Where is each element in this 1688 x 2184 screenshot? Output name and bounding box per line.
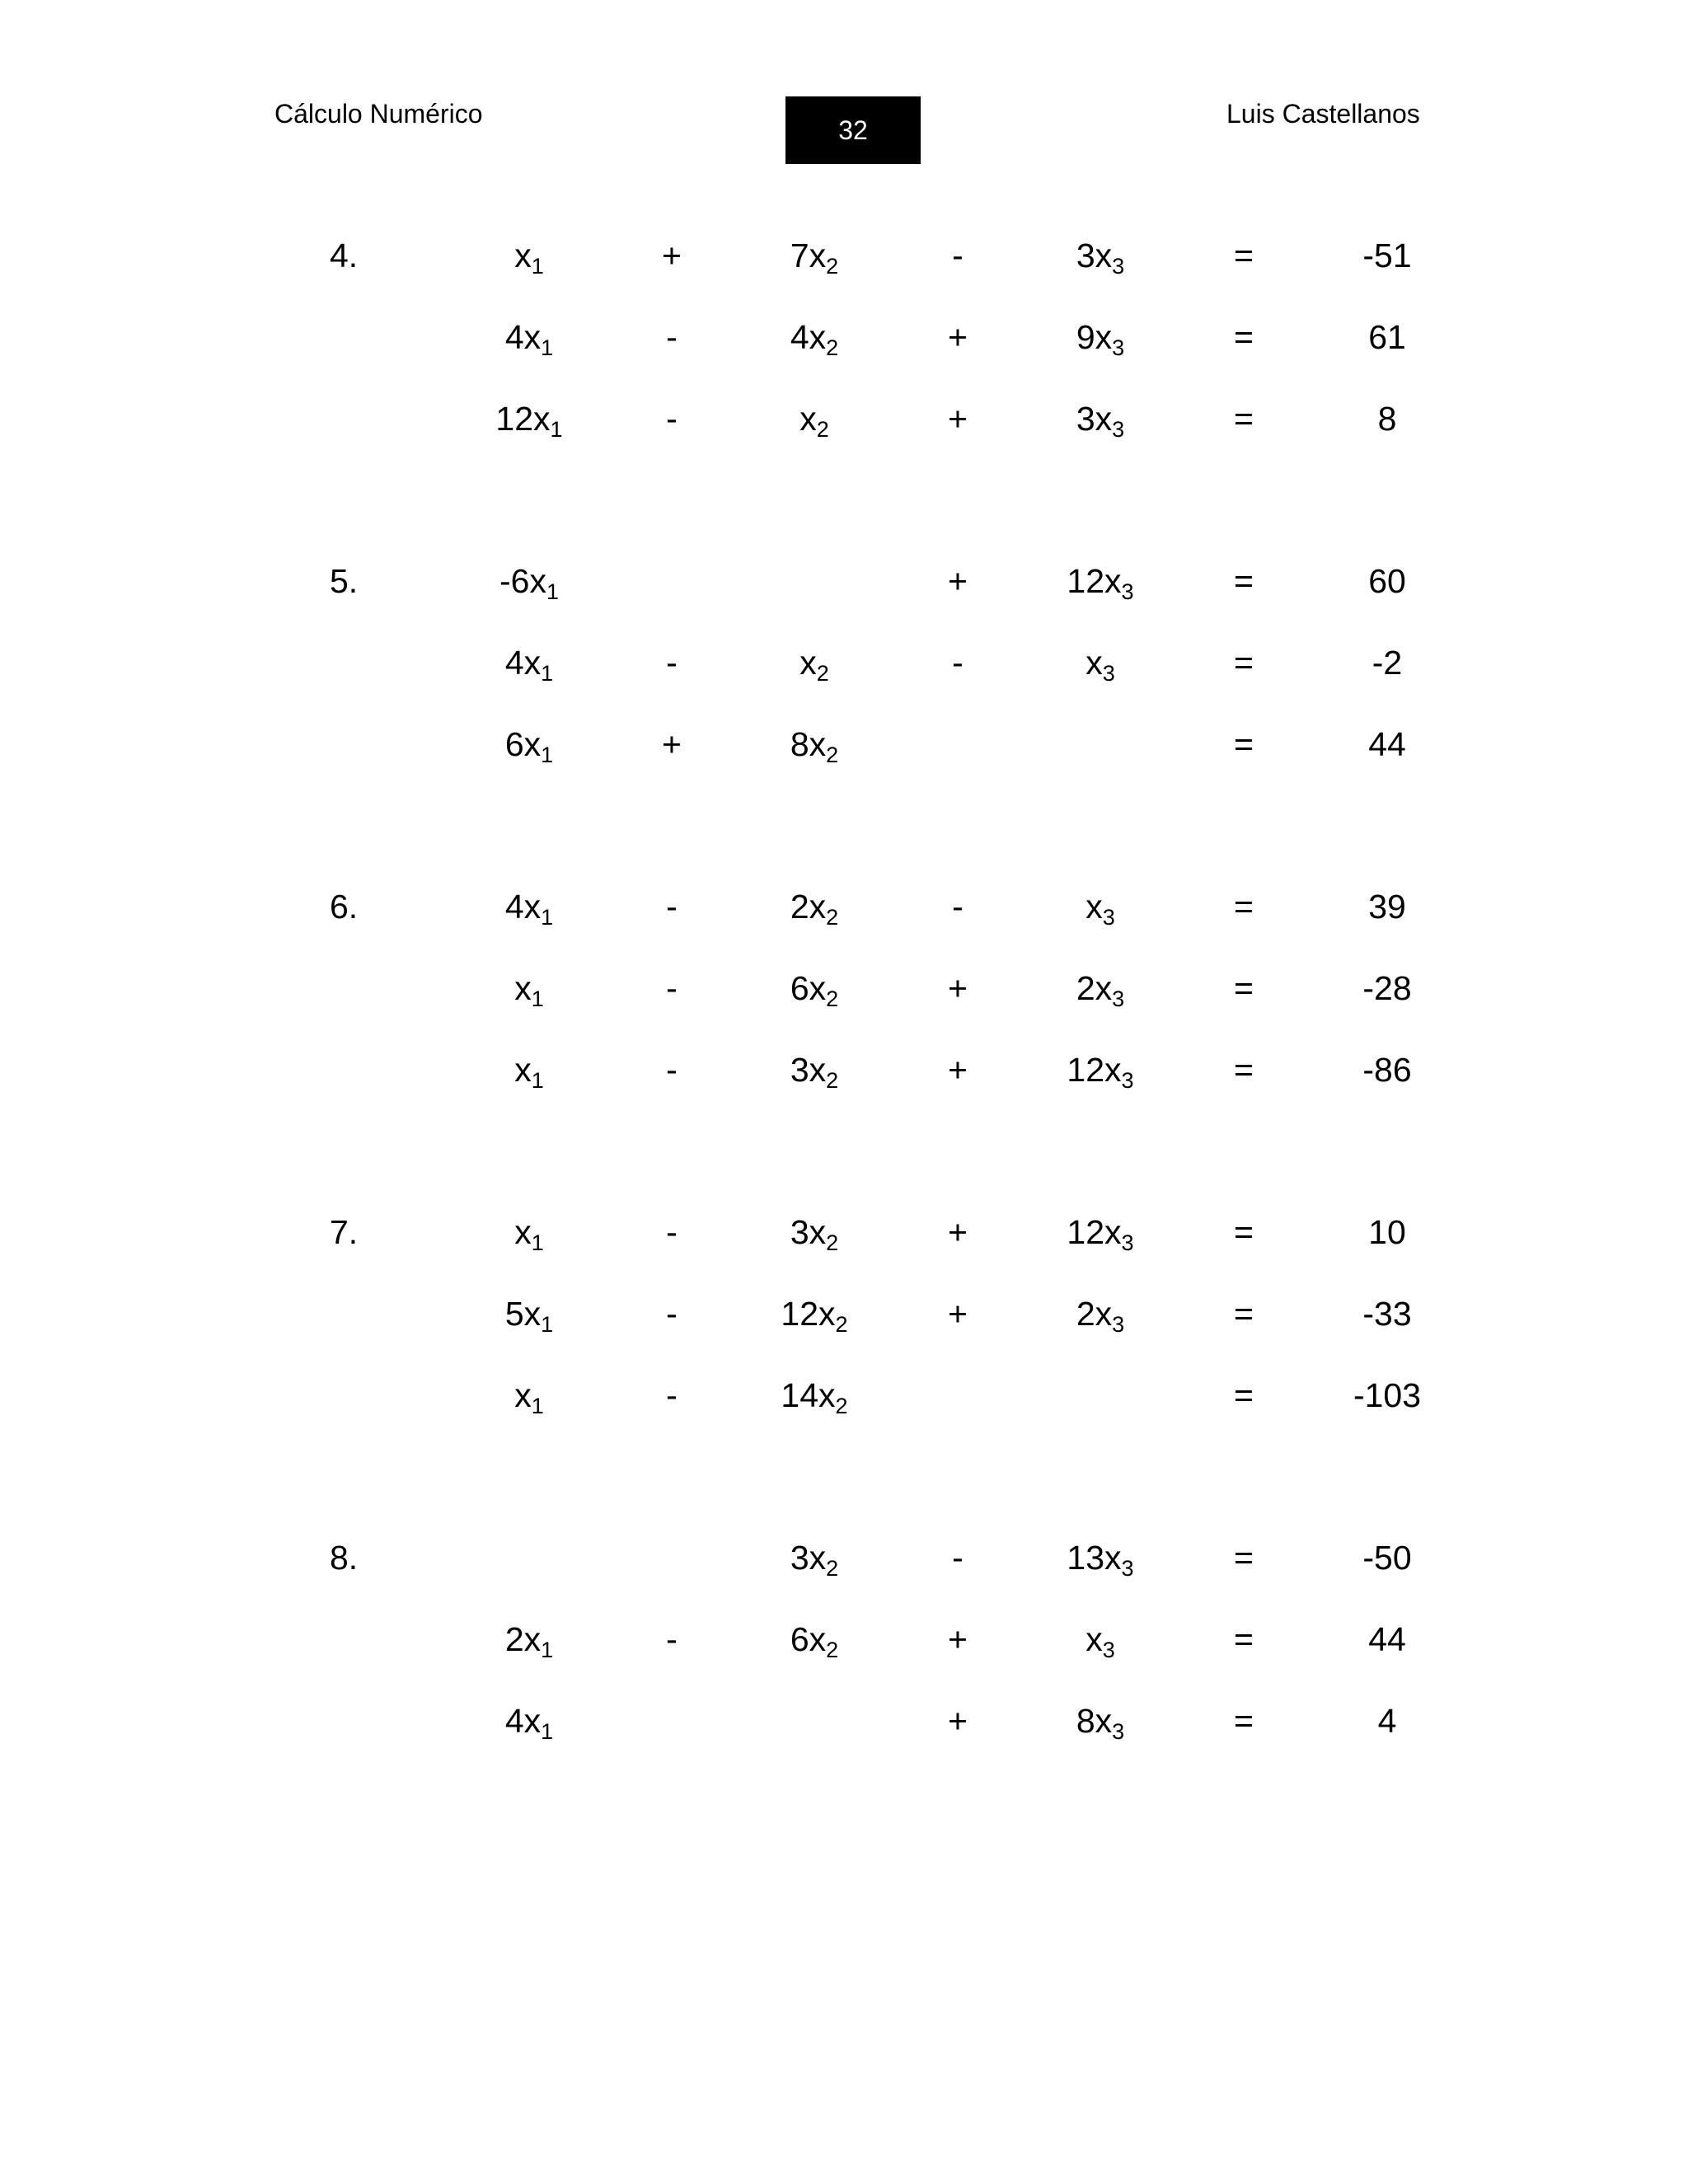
running-header-title: Cálculo Numérico <box>274 99 483 129</box>
operator-2: - <box>952 237 964 274</box>
right-hand-side: 60 <box>1368 562 1406 600</box>
term-x3-base: 13x <box>1067 1539 1122 1577</box>
equation-row <box>0 231 1688 280</box>
term-x2-base: 6x <box>790 1620 827 1658</box>
term-x2-subscript: 2 <box>826 1068 839 1093</box>
right-hand-side: -2 <box>1372 644 1403 682</box>
term-x2 <box>790 1045 838 1094</box>
operator-2: - <box>952 644 964 682</box>
term-x3-subscript: 3 <box>1102 661 1115 686</box>
term-x3-subscript: 3 <box>1112 1719 1125 1744</box>
right-hand-side: -28 <box>1362 969 1412 1007</box>
equation-row <box>0 882 1688 931</box>
operator-1: + <box>662 725 682 763</box>
system-number: 4. <box>330 237 359 274</box>
operator-2: + <box>948 1295 968 1333</box>
operator-1: - <box>666 1051 678 1089</box>
term-x2 <box>781 1371 847 1420</box>
system-number: 8. <box>330 1539 359 1577</box>
operator-2: + <box>948 318 968 356</box>
equals-sign: = <box>1234 644 1254 682</box>
term-x1 <box>505 1696 553 1746</box>
term-x2 <box>790 1615 838 1664</box>
equation-row <box>0 1371 1688 1420</box>
term-x1-base: x <box>514 1051 532 1089</box>
term-x2-subscript: 2 <box>826 1556 839 1581</box>
term-x2 <box>799 638 829 687</box>
operator-1: - <box>666 644 678 682</box>
term-x2 <box>790 231 838 280</box>
term-x3-subscript: 3 <box>1121 1068 1134 1093</box>
term-x2-base: 3x <box>790 1213 827 1251</box>
term-x2-base: x <box>799 400 817 438</box>
term-x2-subscript: 2 <box>835 1394 848 1418</box>
term-x2-base: 12x <box>781 1295 836 1333</box>
term-x2 <box>790 882 838 931</box>
term-x1-subscript: 1 <box>541 743 554 767</box>
equals-sign: = <box>1234 1539 1254 1577</box>
term-x3 <box>1067 556 1133 606</box>
term-x2-subscript: 2 <box>826 335 839 360</box>
term-x2 <box>790 312 838 362</box>
term-x3 <box>1076 1696 1124 1746</box>
equals-sign: = <box>1234 969 1254 1007</box>
equation-row <box>0 394 1688 443</box>
right-hand-side: -33 <box>1362 1295 1412 1333</box>
equals-sign: = <box>1234 1051 1254 1089</box>
term-x3-base: 3x <box>1076 400 1113 438</box>
term-x1-subscript: 1 <box>546 579 559 604</box>
equation-row <box>0 1207 1688 1257</box>
term-x1 <box>514 1045 544 1094</box>
equation-row <box>0 1533 1688 1582</box>
term-x1 <box>505 312 553 362</box>
term-x1-subscript: 1 <box>531 987 544 1011</box>
term-x2-subscript: 2 <box>826 987 839 1011</box>
equals-sign: = <box>1234 725 1254 763</box>
term-x2-subscript: 2 <box>835 1312 848 1337</box>
equals-sign: = <box>1234 1295 1254 1333</box>
term-x1 <box>514 1371 544 1420</box>
term-x1 <box>505 1615 553 1664</box>
term-x1 <box>499 556 559 606</box>
equation-row <box>0 1289 1688 1338</box>
right-hand-side: 8 <box>1377 400 1397 438</box>
term-x1-subscript: 1 <box>541 335 554 360</box>
term-x1 <box>505 719 553 769</box>
term-x3 <box>1067 1533 1133 1582</box>
term-x2-base: 2x <box>790 888 827 926</box>
term-x3-subscript: 3 <box>1112 335 1125 360</box>
equation-row <box>0 638 1688 687</box>
term-x3 <box>1076 312 1124 362</box>
term-x3 <box>1076 963 1124 1013</box>
operator-1: - <box>666 400 678 438</box>
term-x3-base: 9x <box>1076 318 1113 356</box>
equals-sign: = <box>1234 888 1254 926</box>
term-x3-subscript: 3 <box>1121 579 1134 604</box>
equation-row <box>0 1696 1688 1746</box>
operator-1: + <box>662 237 682 274</box>
term-x3-base: x <box>1085 644 1103 682</box>
term-x1-base: 4x <box>504 888 542 926</box>
term-x2 <box>790 1207 838 1257</box>
term-x2-base: x <box>799 644 817 682</box>
page-number-box <box>785 96 921 164</box>
term-x3-base: 8x <box>1076 1702 1113 1740</box>
system-number: 7. <box>330 1213 359 1251</box>
term-x3-base: 12x <box>1067 1213 1122 1251</box>
term-x2-subscript: 2 <box>816 661 829 686</box>
term-x2-base: 7x <box>790 237 827 274</box>
operator-1: - <box>666 1376 678 1414</box>
right-hand-side: -51 <box>1362 237 1412 274</box>
page-number: 32 <box>838 115 868 145</box>
term-x1 <box>514 231 544 280</box>
system-number: 5. <box>330 562 359 600</box>
term-x1 <box>514 1207 544 1257</box>
term-x1 <box>505 638 553 687</box>
equals-sign: = <box>1234 562 1254 600</box>
right-hand-side: 44 <box>1368 725 1406 763</box>
term-x2 <box>790 963 838 1013</box>
term-x2-base: 8x <box>790 725 827 763</box>
term-x3 <box>1085 1615 1115 1664</box>
term-x1-base: 5x <box>504 1295 542 1333</box>
term-x2 <box>781 1289 847 1338</box>
equals-sign: = <box>1234 1376 1254 1414</box>
operator-2: + <box>948 1213 968 1251</box>
operator-2: + <box>948 1620 968 1658</box>
equals-sign: = <box>1234 318 1254 356</box>
equals-sign: = <box>1234 400 1254 438</box>
term-x1-base: 2x <box>504 1620 542 1658</box>
equals-sign: = <box>1234 237 1254 274</box>
term-x1-base: x <box>514 237 532 274</box>
term-x1-base: x <box>514 1376 532 1414</box>
term-x1-base: x <box>514 969 532 1007</box>
term-x2 <box>790 1533 838 1582</box>
term-x3-subscript: 3 <box>1112 987 1125 1011</box>
equation-row <box>0 556 1688 606</box>
term-x1-base: 4x <box>504 644 542 682</box>
term-x1-base: 4x <box>504 318 542 356</box>
operator-2: + <box>948 1702 968 1740</box>
operator-2: - <box>952 888 964 926</box>
term-x2-base: 6x <box>790 969 827 1007</box>
term-x1 <box>514 963 544 1013</box>
term-x3-base: 2x <box>1076 1295 1113 1333</box>
right-hand-side: 4 <box>1377 1702 1397 1740</box>
right-hand-side: 44 <box>1368 1620 1406 1658</box>
term-x1-base: 12x <box>495 400 551 438</box>
term-x3-subscript: 3 <box>1112 254 1125 279</box>
term-x3-base: x <box>1085 1620 1103 1658</box>
term-x2-subscript: 2 <box>826 905 839 930</box>
term-x1-subscript: 1 <box>531 1068 544 1093</box>
term-x1-subscript: 1 <box>541 1638 554 1662</box>
operator-1: - <box>666 1620 678 1658</box>
term-x1-subscript: 1 <box>531 1230 544 1255</box>
term-x2-subscript: 2 <box>826 1638 839 1662</box>
term-x1-base: x <box>514 1213 532 1251</box>
term-x1 <box>505 882 553 931</box>
term-x1-base: 4x <box>504 1702 542 1740</box>
operator-2: + <box>948 1051 968 1089</box>
term-x1-subscript: 1 <box>541 1312 554 1337</box>
equals-sign: = <box>1234 1620 1254 1658</box>
term-x2-subscript: 2 <box>826 743 839 767</box>
term-x3 <box>1085 638 1115 687</box>
term-x3-subscript: 3 <box>1102 1638 1115 1662</box>
right-hand-side: -50 <box>1362 1539 1412 1577</box>
operator-1: - <box>666 1213 678 1251</box>
operator-1: - <box>666 969 678 1007</box>
term-x1-subscript: 1 <box>541 1719 554 1744</box>
term-x3 <box>1067 1045 1133 1094</box>
term-x3 <box>1076 231 1124 280</box>
term-x3-base: 12x <box>1067 562 1122 600</box>
equals-sign: = <box>1234 1213 1254 1251</box>
right-hand-side: 39 <box>1368 888 1406 926</box>
right-hand-side: -103 <box>1353 1376 1422 1414</box>
term-x1-subscript: 1 <box>541 661 554 686</box>
term-x2-base: 3x <box>790 1051 827 1089</box>
system-number: 6. <box>330 888 359 926</box>
term-x1-subscript: 1 <box>541 905 554 930</box>
term-x3 <box>1085 882 1115 931</box>
term-x3 <box>1067 1207 1133 1257</box>
term-x1-base: -6x <box>499 562 546 600</box>
term-x3 <box>1076 394 1124 443</box>
operator-1: - <box>666 888 678 926</box>
term-x3-subscript: 3 <box>1121 1556 1134 1581</box>
term-x2-subscript: 2 <box>826 1230 839 1255</box>
term-x2 <box>790 719 838 769</box>
equation-row <box>0 312 1688 362</box>
equals-sign: = <box>1234 1702 1254 1740</box>
equation-row <box>0 719 1688 769</box>
term-x3 <box>1076 1289 1124 1338</box>
term-x1-subscript: 1 <box>531 1394 544 1418</box>
term-x2-subscript: 2 <box>826 254 839 279</box>
term-x2-base: 14x <box>781 1376 836 1414</box>
operator-2: + <box>948 562 968 600</box>
right-hand-side: 10 <box>1368 1213 1406 1251</box>
term-x1-base: 6x <box>504 725 542 763</box>
term-x3-base: 3x <box>1076 237 1113 274</box>
term-x1 <box>495 394 562 443</box>
term-x3-base: 12x <box>1067 1051 1122 1089</box>
term-x2-base: 4x <box>790 318 827 356</box>
term-x3-subscript: 3 <box>1121 1230 1134 1255</box>
operator-2: + <box>948 969 968 1007</box>
term-x3-base: x <box>1085 888 1103 926</box>
right-hand-side: -86 <box>1362 1051 1412 1089</box>
term-x3-base: 2x <box>1076 969 1113 1007</box>
equation-row <box>0 1045 1688 1094</box>
term-x2 <box>799 394 829 443</box>
right-hand-side: 61 <box>1368 318 1406 356</box>
operator-2: + <box>948 400 968 438</box>
term-x1 <box>505 1289 553 1338</box>
running-header-author: Luis Castellanos <box>1226 99 1420 129</box>
term-x2-base: 3x <box>790 1539 827 1577</box>
equation-row <box>0 963 1688 1013</box>
operator-2: - <box>952 1539 964 1577</box>
term-x1-subscript: 1 <box>531 254 544 279</box>
equation-row <box>0 1615 1688 1664</box>
operator-1: - <box>666 1295 678 1333</box>
term-x3-subscript: 3 <box>1112 417 1125 442</box>
term-x1-subscript: 1 <box>550 417 563 442</box>
operator-1: - <box>666 318 678 356</box>
term-x3-subscript: 3 <box>1112 1312 1125 1337</box>
term-x2-subscript: 2 <box>816 417 829 442</box>
term-x3-subscript: 3 <box>1102 905 1115 930</box>
